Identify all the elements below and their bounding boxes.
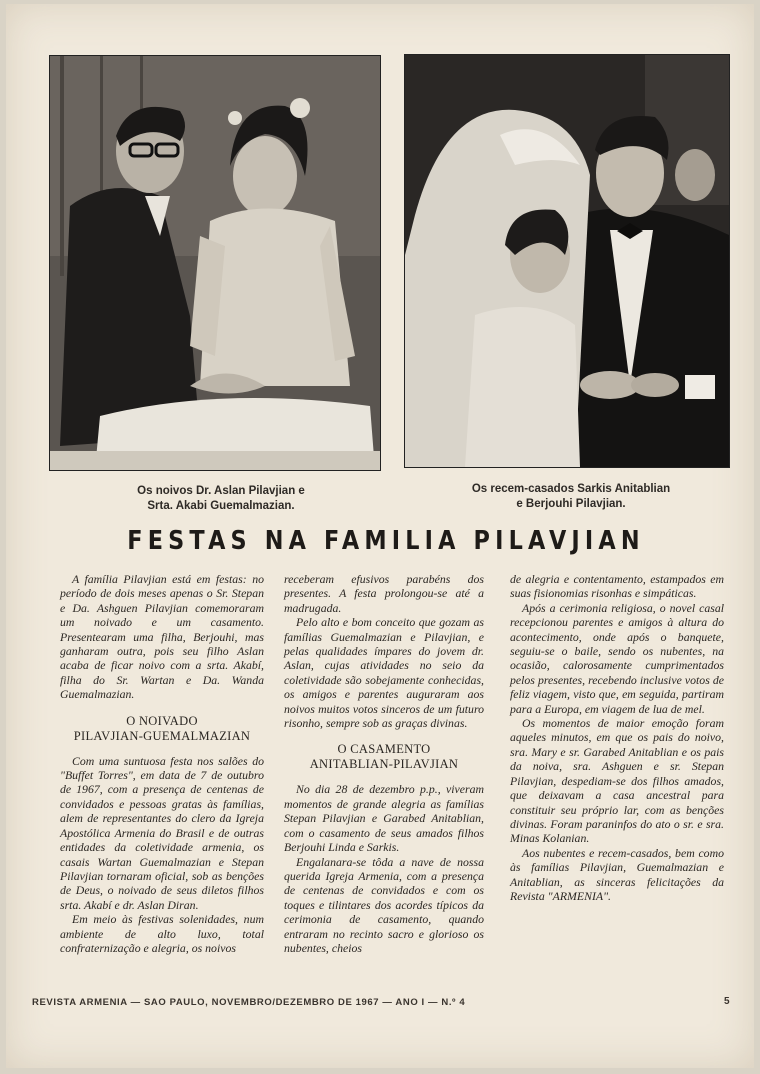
magazine-page bbox=[6, 4, 754, 1068]
article-paragraph: de alegria e contentamento, estampados em suas fisionomias risonhas e simpáticas. bbox=[510, 572, 724, 601]
article-column-3 bbox=[510, 572, 724, 903]
article-headline: FESTAS NA FAMILIA PILAVJIAN bbox=[127, 526, 645, 556]
subheading-line: O NOIVADO bbox=[126, 713, 198, 728]
caption-line: Srta. Akabi Guemalmazian. bbox=[147, 500, 295, 512]
article-paragraph: Os momentos de maior emoção foram aqueles minutos, em que os pais do noivo, sra. Mary e sr. Garabed Anitablian e os pais da noiva, sra. Ashguen e sr. Stepan Pilavjian, despediam-se dos filhos amados, que deixavam a casa ancestral para constituir seu próprio lar, com as benções divinas. Foram paraninfos do ato o sr. e sra. Minas Kolanian. bbox=[510, 716, 724, 846]
caption-line: Os recem-casados Sarkis Anitablian bbox=[471, 483, 671, 495]
article-column-1 bbox=[60, 572, 264, 955]
caption-left-photo bbox=[76, 484, 366, 514]
photo-newlyweds-exchanging-rings bbox=[404, 54, 730, 468]
article-paragraph: No dia 28 de dezembro p.p., viveram momentos de grande alegria as famílias Stepan Pilavjian e Garabed Anitablian, com o casamento de seus amados filhos Berjouhi Linda e Sarkis. bbox=[284, 782, 484, 855]
article-paragraph: A família Pilavjian está em festas: no período de dois meses apenas o Sr. Stepan e Da. Ashguen Pilavjian comemoraram um noivado e um casamento. Presentearam uma filha, Berjouhi, mas ganharam outra, pois seu filho Aslan acaba de ficar noivo com a srta. Akabí, filha do Sr. Wartan e Da. Wanda Guemalmazian. bbox=[60, 572, 264, 702]
article-paragraph: Após a cerimonia religiosa, o novel casal recepcionou parentes e amigos à altura do acontecimento, onde após o banquete, seguiu-se o baile, sendo os nubentes, na ocasião, calorosamente cumprimentados pelos presentes, recebendo inclusive votos de feliz viagem, visto que, em seguida, partiram para a Europa, em viagem de lua de mel. bbox=[510, 600, 724, 716]
page-footer: REVISTA ARMENIA — SAO PAULO, NOVEMBRO/DEZEMBRO DE 1967 — ANO I — N.º 4 bbox=[32, 997, 466, 1008]
article-paragraph: Em meio às festivas solenidades, num ambiente de alto luxo, total confraternização e alegria, os noivos bbox=[60, 912, 264, 955]
caption-line: Os noivos Dr. Aslan Pilavjian e bbox=[137, 485, 305, 497]
page-number: 5 bbox=[724, 996, 730, 1007]
caption-right-photo bbox=[426, 482, 716, 512]
subheading-line: PILAVJIAN-GUEMALMAZIAN bbox=[73, 728, 251, 743]
article-paragraph: Com uma suntuosa festa nos salões do "Buffet Torres", em data de 7 de outubro de 1967, com a presença de centenas de convidados e pessoas gratas às famílias, alem de representantes do clero da Igreja Apostólica Armenia do Brasil e de outras entidades da coletividade armenia, os casais Wartan Guemalmazian e Stepan Pilavjian tornaram oficial, sob as benções de Deus, o noivado de seus diletos filhos srta. Akabí e dr. Aslan Diran. bbox=[60, 753, 264, 912]
article-paragraph: receberam efusivos parabéns dos presentes. A festa prolongou-se até a madrugada. bbox=[284, 572, 484, 615]
article-paragraph: Pelo alto e bom conceito que gozam as famílias Guemalmazian e Pilavjian, e pelas qualidades ímpares do jovem dr. Aslan, cujas atividades no seio da coletividade são sobejamente conhecidas, os amigos e parentes auguraram aos noivos muitos votos sinceros de um futuro risonho, sempre sob as graças divinas. bbox=[284, 615, 484, 731]
article-paragraph: Engalanara-se tôda a nave de nossa querida Igreja Armenia, com a presença de centenas de convidados e com os toques e tilintares dos acordes típicos da cerimonia de casamento, quando entraram no recinto sacro e glorioso os nubentes, cheios bbox=[284, 854, 484, 955]
photo-engaged-couple-cutting-cake bbox=[49, 55, 381, 471]
section-subheading bbox=[284, 742, 484, 772]
article-column-2 bbox=[284, 572, 484, 955]
subheading-line: O CASAMENTO bbox=[337, 742, 431, 757]
section-subheading bbox=[60, 714, 264, 744]
caption-line: e Berjouhi Pilavjian. bbox=[516, 498, 626, 510]
article-paragraph: Aos nubentes e recem-casados, bem como às famílias Pilavjian, Guemalmazian e Anitablian, as sinceras felicitações da Revista "ARMENIA". bbox=[510, 845, 724, 903]
subheading-line: ANITABLIAN-PILAVJIAN bbox=[309, 757, 459, 772]
